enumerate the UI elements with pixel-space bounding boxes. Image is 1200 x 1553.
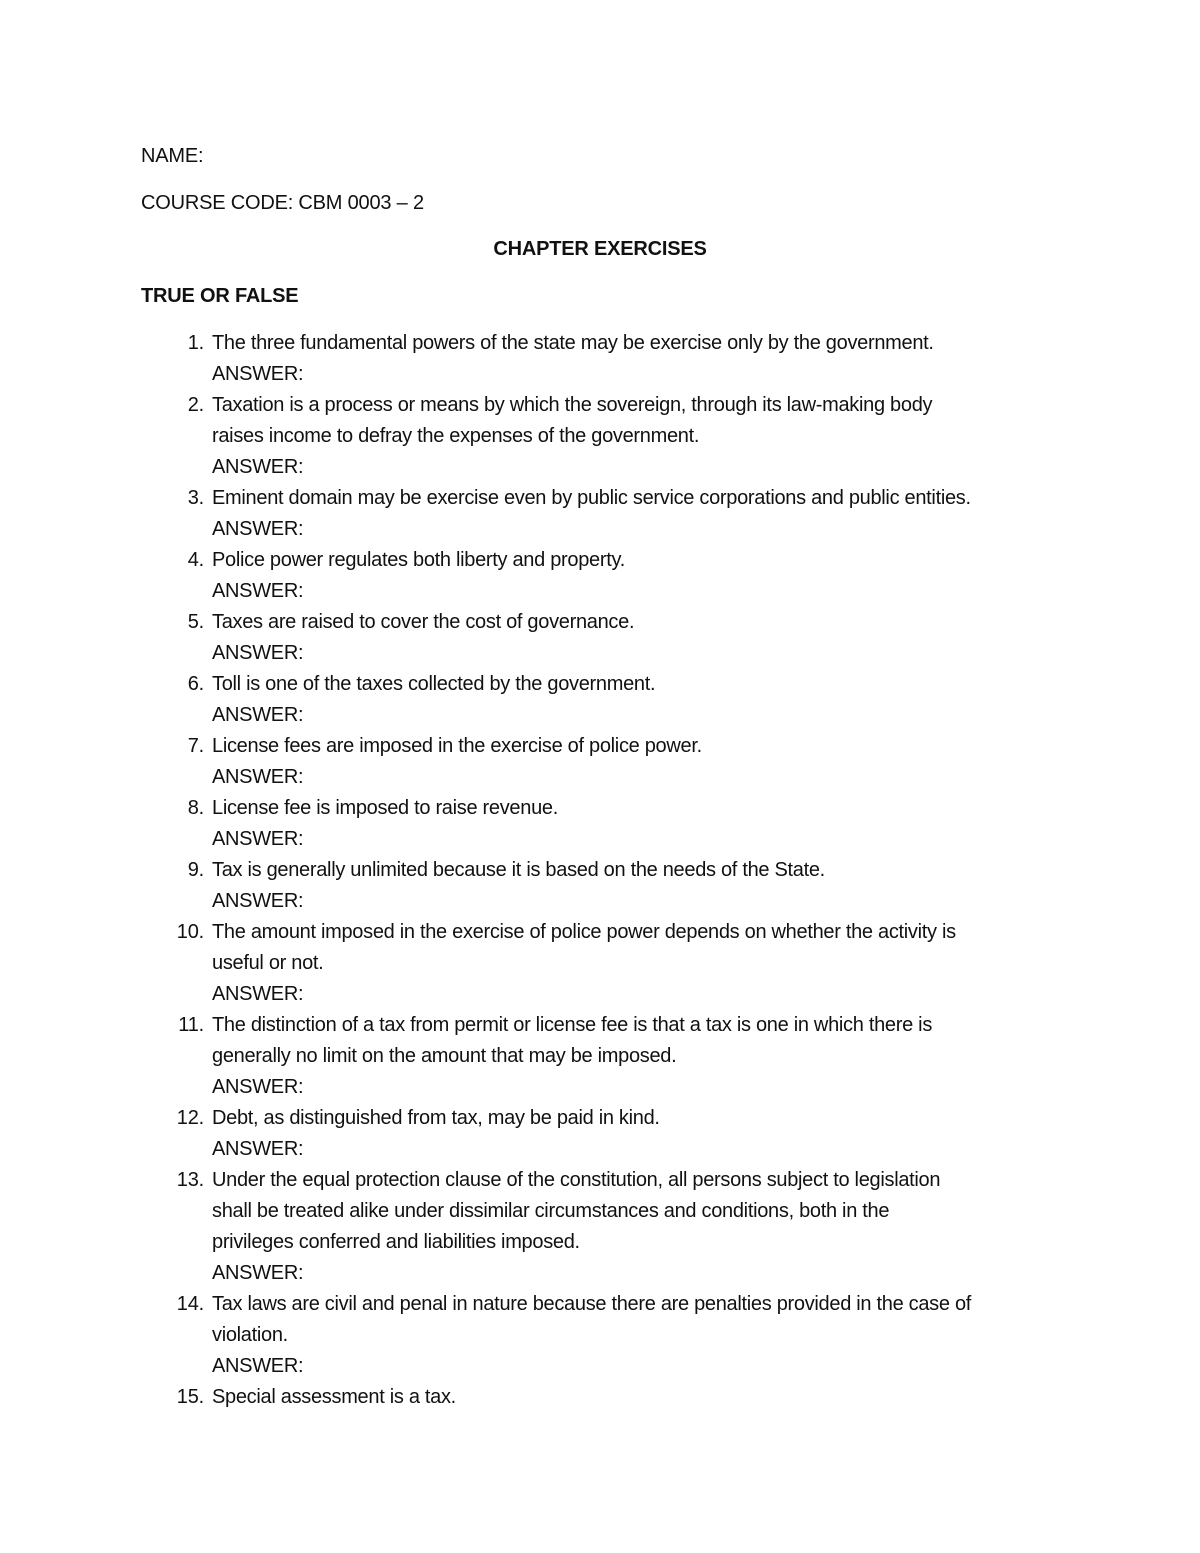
question-number: 11. [178,1014,204,1036]
answer-field[interactable]: ANSWER: [212,890,304,912]
question-text: Taxes are raised to cover the cost of governance. [212,611,635,633]
question-text: Tax laws are civil and penal in nature because there are penalties provided in the case of [212,1293,972,1315]
question-text: Police power regulates both liberty and property. [212,549,625,571]
question-number: 1. [187,332,204,354]
question-text: Eminent domain may be exercise even by public service corporations and public entities. [212,487,971,509]
answer-field[interactable]: ANSWER: [212,766,304,788]
answer-field[interactable]: ANSWER: [212,1076,304,1098]
question-number: 5. [187,611,204,633]
question-number: 13. [176,1169,204,1191]
question-number: 7. [187,735,204,757]
question-text: Special assessment is a tax. [212,1386,456,1408]
question-text: useful or not. [212,952,324,974]
question-text: generally no limit on the amount that may be imposed. [212,1045,677,1067]
question-text: Toll is one of the taxes collected by the government. [212,673,656,695]
question-number: 15. [176,1386,204,1408]
question-number: 4. [187,549,204,571]
answer-field[interactable]: ANSWER: [212,828,304,850]
question-text: The amount imposed in the exercise of police power depends on whether the activity is [212,921,956,943]
question-text: The three fundamental powers of the state may be exercise only by the government. [212,332,934,354]
answer-field[interactable]: ANSWER: [212,580,304,602]
question-text: The distinction of a tax from permit or license fee is that a tax is one in which there is [212,1014,933,1036]
question-text: License fees are imposed in the exercise of police power. [212,735,702,757]
question-text: Under the equal protection clause of the constitution, all persons subject to legislation [212,1169,941,1191]
question-number: 2. [187,394,204,416]
page-title: CHAPTER EXERCISES [493,238,707,260]
question-number: 14. [176,1293,204,1315]
question-number: 10. [176,921,204,943]
answer-field[interactable]: ANSWER: [212,1262,304,1284]
question-text: Tax is generally unlimited because it is based on the needs of the State. [212,859,825,881]
answer-field[interactable]: ANSWER: [212,456,304,478]
question-number: 9. [187,859,204,881]
answer-field[interactable]: ANSWER: [212,704,304,726]
answer-field[interactable]: ANSWER: [212,1138,304,1160]
question-text: shall be treated alike under dissimilar circumstances and conditions, both in the [212,1200,890,1222]
question-number: 3. [187,487,204,509]
answer-field[interactable]: ANSWER: [212,983,304,1005]
answer-field[interactable]: ANSWER: [212,363,304,385]
course-code: COURSE CODE: CBM 0003 – 2 [141,192,424,214]
question-text: License fee is imposed to raise revenue. [212,797,558,819]
section-heading: TRUE OR FALSE [141,285,299,307]
question-number: 8. [187,797,204,819]
question-text: Taxation is a process or means by which the sovereign, through its law-making body [212,394,933,416]
question-text: raises income to defray the expenses of the government. [212,425,700,447]
question-number: 12. [176,1107,204,1129]
answer-field[interactable]: ANSWER: [212,518,304,540]
name-label: NAME: [141,145,204,167]
question-number: 6. [187,673,204,695]
question-text: privileges conferred and liabilities imposed. [212,1231,580,1253]
question-text: Debt, as distinguished from tax, may be paid in kind. [212,1107,660,1129]
answer-field[interactable]: ANSWER: [212,1355,304,1377]
answer-field[interactable]: ANSWER: [212,642,304,664]
question-text: violation. [212,1324,288,1346]
